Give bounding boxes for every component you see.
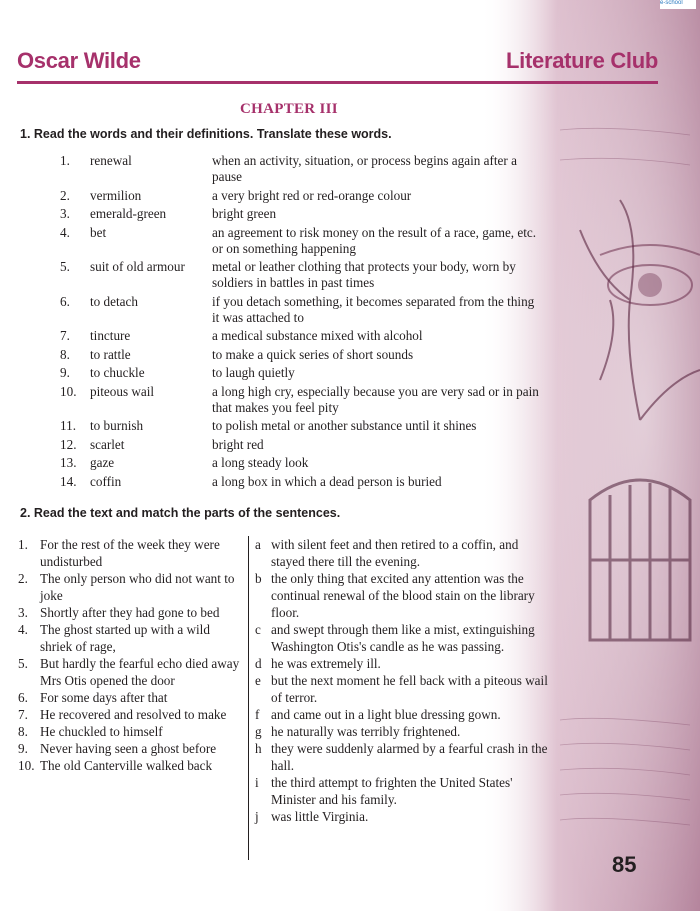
sentence-beginning (18, 536, 244, 570)
vocab-definition: bright red (212, 436, 264, 452)
vocab-word: to rattle (90, 346, 131, 362)
vocab-word: gaze (90, 455, 115, 470)
ending-text: they were suddenly alarmed by a fearful crash in the hall. (271, 741, 548, 773)
sentence-number: 1. (18, 537, 28, 552)
vocab-number: 2. (60, 187, 70, 203)
vocab-definition: a long box in which a dead person is buried (212, 473, 442, 489)
vocab-word: vermilion (90, 187, 142, 203)
ending-text: the third attempt to frighten the United States' Minister and his family. (271, 775, 513, 807)
vocab-number: 10. (60, 383, 77, 399)
vocab-word: to detach (90, 293, 138, 309)
vocab-row (0, 188, 560, 204)
vocab-definition: if you detach something, it becomes separated from the thing it was attached to (212, 293, 535, 325)
ending-text: and swept through them like a mist, extinguishing Washington Otis's candle as he was passing. (271, 622, 535, 654)
sentence-ending (255, 723, 550, 740)
vocab-row (0, 347, 560, 363)
sentence-text: Never having seen a ghost before (40, 741, 217, 756)
sentence-ending (255, 655, 550, 672)
sentence-beginning (18, 706, 244, 723)
vocab-definition: a long high cry, especially because you are very sad or in pain that makes you feel pity (212, 383, 539, 415)
vocab-definition: to laugh quietly (212, 365, 295, 380)
vocab-number: 5. (60, 259, 70, 274)
ending-text: was little Virginia. (271, 809, 369, 824)
ending-letter: g (255, 724, 262, 739)
ending-letter: d (255, 656, 262, 671)
vocab-number: 14. (60, 473, 77, 489)
sentence-text: He recovered and resolved to make (40, 707, 227, 722)
sentence-beginning (18, 621, 244, 655)
sentence-text: The old Canterville walked back (40, 758, 213, 773)
header-divider (17, 81, 658, 84)
sentence-ending (255, 808, 550, 825)
column-divider (248, 536, 249, 860)
ending-letter: j (255, 809, 259, 824)
vocab-row (0, 365, 560, 381)
vocab-number: 7. (60, 328, 70, 343)
vocab-number: 8. (60, 346, 70, 362)
vocab-row (0, 418, 560, 434)
vocab-number: 13. (60, 455, 77, 470)
vocab-number: 12. (60, 436, 77, 452)
vocab-word: to chuckle (90, 365, 145, 380)
sentence-number: 4. (18, 622, 28, 637)
vocab-definition: a very bright red or red-orange colour (212, 187, 412, 203)
sentence-endings (255, 536, 550, 825)
vocab-word: bet (90, 224, 107, 240)
vocab-word: tincture (90, 328, 131, 343)
vocab-row (0, 384, 560, 416)
vocab-row (0, 259, 560, 291)
chapter-heading: CHAPTER III (240, 101, 338, 117)
sentence-text: Shortly after they had gone to bed (40, 605, 220, 620)
vocab-row (0, 294, 560, 326)
sentence-ending (255, 740, 550, 774)
vocab-number: 4. (60, 224, 70, 240)
e-school-badge: e-school (660, 0, 696, 9)
ending-text: he was extremely ill. (271, 656, 381, 671)
vocab-row (0, 455, 560, 471)
ending-letter: a (255, 537, 261, 552)
vocab-row (0, 206, 560, 222)
ending-text: he naturally was terribly frightened. (271, 724, 461, 739)
vocab-row (0, 153, 560, 185)
sentence-text: For the rest of the week they were undisturbed (40, 537, 220, 569)
sentence-beginning (18, 604, 244, 621)
sentence-beginning (18, 740, 244, 757)
sentence-number: 8. (18, 724, 28, 739)
sentence-beginnings (18, 536, 244, 774)
ending-text: with silent feet and then retired to a coffin, and stayed there till the evening. (271, 537, 519, 569)
vocab-row (0, 225, 560, 257)
vocab-number: 6. (60, 293, 70, 309)
sentence-beginning (18, 655, 244, 689)
vocab-word: renewal (90, 153, 132, 168)
sentence-number: 10. (18, 758, 35, 773)
task2-instruction: 2. Read the text and match the parts of the sentences. (20, 506, 341, 520)
vocab-number: 3. (60, 206, 70, 221)
vocab-row (0, 474, 560, 490)
ending-letter: i (255, 775, 259, 790)
sentence-text: For some days after that (40, 690, 168, 705)
sentence-ending (255, 570, 550, 621)
vocab-definition: to make a quick series of short sounds (212, 346, 414, 362)
ending-text: and came out in a light blue dressing gown. (271, 707, 501, 722)
sentence-ending (255, 672, 550, 706)
book-author-title: Oscar Wilde (17, 48, 141, 73)
task1-instruction: 1. Read the words and their definitions. Translate these words. (20, 127, 392, 141)
sentence-text: The only person who did not want to joke (40, 571, 235, 603)
sentence-text: The ghost started up with a wild shriek of rage, (40, 622, 210, 654)
sentence-ending (255, 536, 550, 570)
vocab-word: scarlet (90, 436, 125, 452)
vocab-definition: when an activity, situation, or process begins again after a pause (212, 153, 517, 184)
vocabulary-list (0, 153, 560, 492)
ending-text: the only thing that excited any attention was the continual renewal of the blood stain on the library floor. (271, 571, 535, 620)
vocab-word: to burnish (90, 418, 144, 433)
vocab-definition: an agreement to risk money on the result of a race, game, etc. or on something happening (212, 224, 537, 256)
sentence-number: 2. (18, 571, 28, 586)
vocab-row (0, 328, 560, 344)
vocab-word: emerald-green (90, 206, 167, 221)
vocab-number: 9. (60, 365, 70, 380)
sentence-text: He chuckled to himself (40, 724, 163, 739)
ending-letter: b (255, 571, 262, 586)
sentence-beginning (18, 689, 244, 706)
ending-text: but the next moment he fell back with a piteous wail of terror. (271, 673, 548, 705)
vocab-word: coffin (90, 473, 122, 489)
sentence-ending (255, 774, 550, 808)
vocab-number: 1. (60, 153, 70, 168)
sentence-beginning (18, 757, 244, 774)
ending-letter: e (255, 673, 261, 688)
sentence-number: 5. (18, 656, 28, 671)
vocab-definition: a long steady look (212, 455, 309, 470)
sentence-number: 7. (18, 707, 28, 722)
vocab-definition: bright green (212, 206, 277, 221)
sentence-number: 3. (18, 605, 28, 620)
vocab-definition: metal or leather clothing that protects your body, worn by soldiers in battles in past times (212, 259, 516, 290)
sentence-ending (255, 621, 550, 655)
sentence-number: 9. (18, 741, 28, 756)
sentence-beginning (18, 570, 244, 604)
sentence-text: But hardly the fearful echo died away Mrs Otis opened the door (40, 656, 240, 688)
vocab-word: piteous wail (90, 383, 155, 399)
vocab-row (0, 437, 560, 453)
sentence-ending (255, 706, 550, 723)
ending-letter: f (255, 707, 260, 722)
section-title: Literature Club (506, 48, 658, 73)
sentence-number: 6. (18, 690, 28, 705)
vocab-number: 11. (60, 418, 76, 433)
vocab-definition: a medical substance mixed with alcohol (212, 328, 423, 343)
ending-letter: h (255, 741, 262, 756)
ending-letter: c (255, 622, 261, 637)
vocab-word: suit of old armour (90, 259, 185, 274)
page-number: 85 (612, 852, 637, 877)
sentence-beginning (18, 723, 244, 740)
vocab-definition: to polish metal or another substance until it shines (212, 418, 477, 433)
